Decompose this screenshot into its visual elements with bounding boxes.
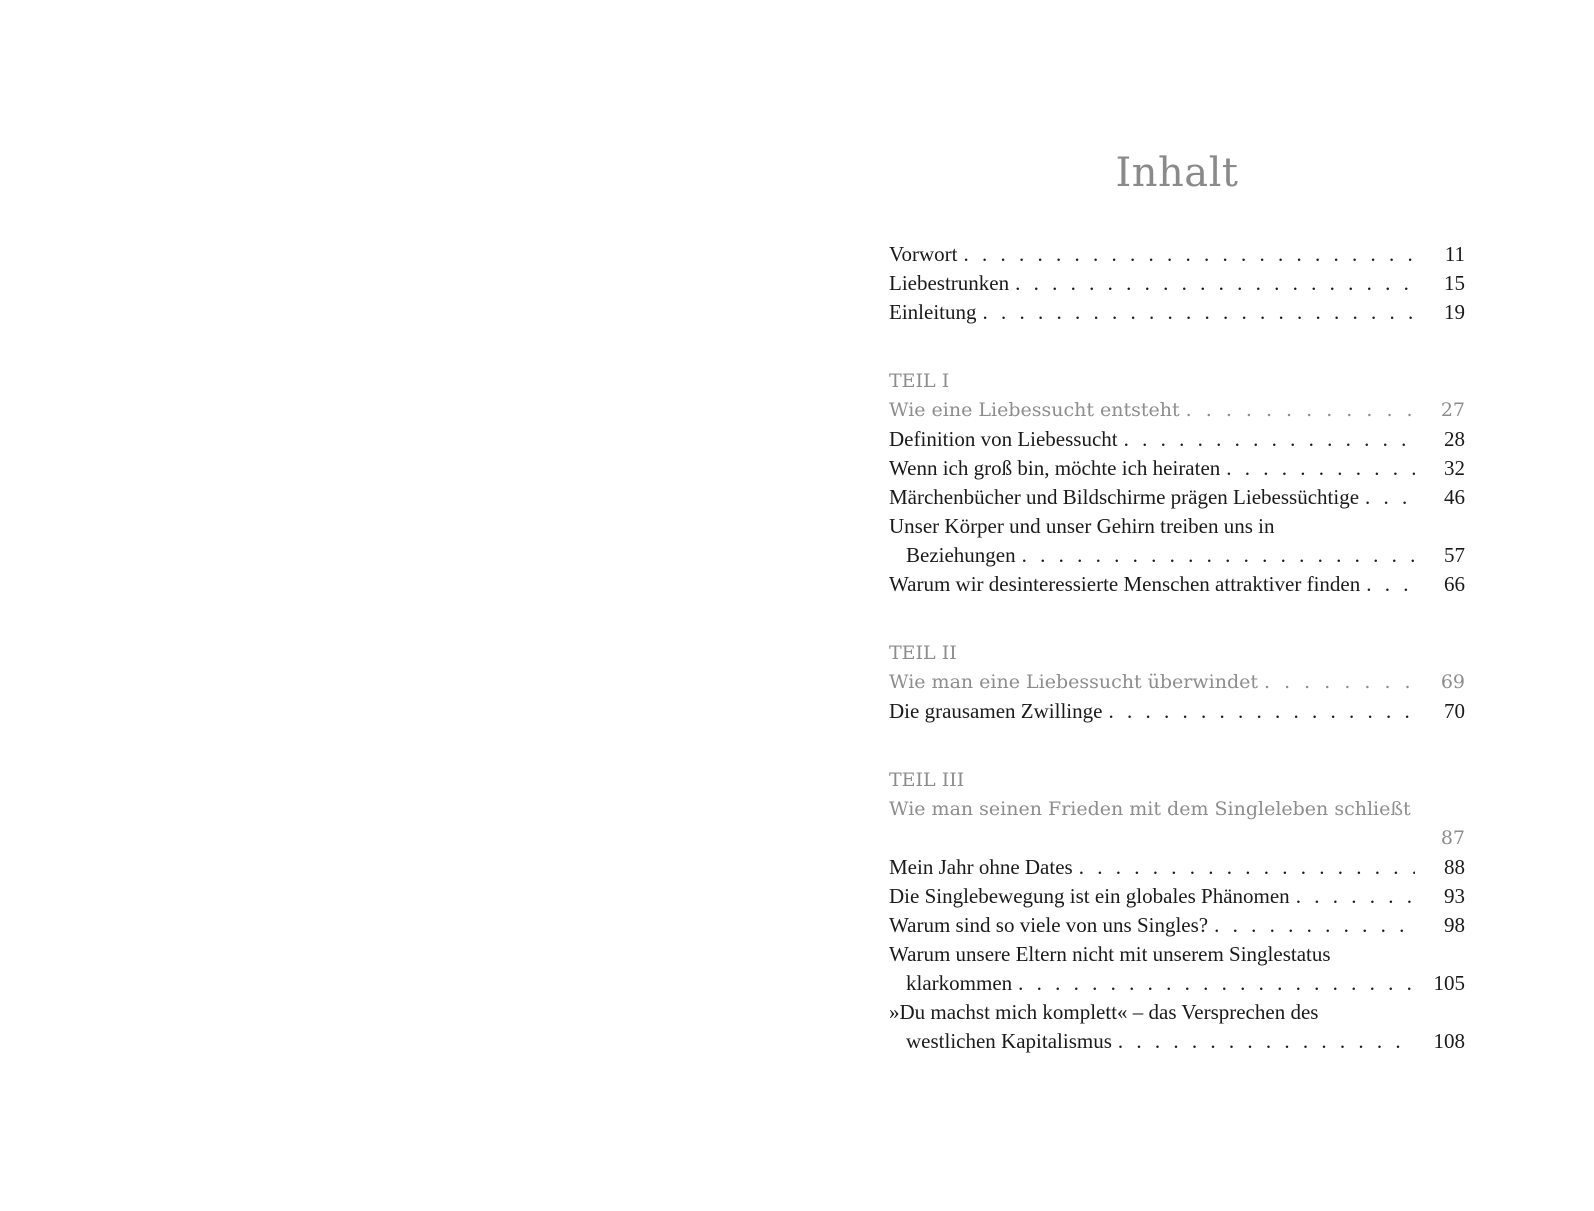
toc-entry-label: Die Singlebewegung ist ein globales Phänomen (889, 884, 1290, 908)
toc-entry[interactable] (889, 911, 1465, 940)
toc-entry[interactable] (889, 425, 1465, 454)
toc-entry-multiline[interactable] (889, 512, 1465, 570)
leader-dots (1296, 882, 1415, 911)
toc-entry-page: 108 (1433, 1029, 1465, 1053)
toc-entry-page: 32 (1444, 456, 1465, 480)
toc-entry-page: 46 (1444, 485, 1465, 509)
leader-dots (963, 240, 1415, 269)
toc-entry-liebestrunken[interactable] (889, 269, 1465, 298)
toc-entry-label: Warum wir desinteressierte Menschen attraktiver finden (889, 572, 1361, 596)
toc-entry-page: 28 (1444, 427, 1465, 451)
part-1-label: TEIL I (889, 370, 950, 392)
toc-entry-label-line2: Beziehungen (906, 543, 1016, 567)
toc-entry-page: 70 (1444, 699, 1465, 723)
part-title: Wie man seinen Frieden mit dem Singleleben schließt (889, 798, 1411, 820)
page-title: Inhalt (1115, 150, 1239, 196)
toc-entry-page: 93 (1444, 884, 1465, 908)
leader-dots (1186, 396, 1415, 425)
toc-entry[interactable] (889, 882, 1465, 911)
leader-dots (1264, 668, 1415, 697)
leader-dots (1214, 911, 1415, 940)
toc-entry-multiline[interactable] (889, 940, 1465, 998)
leader-dots (1015, 269, 1415, 298)
toc-entry-label-line1: Unser Körper und unser Gehirn treiben uns in (889, 514, 1275, 538)
toc-entry[interactable] (889, 570, 1465, 599)
toc-entry-page: 66 (1444, 572, 1465, 596)
toc-entry-label: Definition von Liebessucht (889, 427, 1118, 451)
toc-entry-label-line2: westlichen Kapitalismus (906, 1029, 1112, 1053)
toc-entry-label-line2: klarkommen (906, 971, 1013, 995)
leader-dots (1366, 570, 1415, 599)
leader-dots (1365, 483, 1415, 512)
part-page: 27 (1440, 399, 1465, 421)
toc-entry-page: 19 (1444, 300, 1465, 324)
leader-dots (1018, 969, 1415, 998)
leader-dots (1124, 425, 1415, 454)
toc-entry-page: 98 (1444, 913, 1465, 937)
toc-entry-label: Mein Jahr ohne Dates (889, 855, 1073, 879)
toc-entry-page: 15 (1444, 271, 1465, 295)
toc-entry[interactable] (889, 483, 1465, 512)
toc-entry-page: 105 (1433, 971, 1465, 995)
part-title: Wie eine Liebessucht entsteht (889, 399, 1180, 421)
toc-entry-page: 11 (1444, 242, 1465, 266)
part-3-label: TEIL III (889, 769, 965, 791)
part-2-title-entry[interactable] (889, 668, 1465, 697)
toc-entry[interactable] (889, 697, 1465, 726)
leader-dots (1118, 1027, 1415, 1056)
part-3-title-entry[interactable] (889, 795, 1465, 853)
toc-entry-page: 57 (1444, 543, 1465, 567)
leader-dots (1226, 454, 1415, 483)
toc-entry-vorwort[interactable] (889, 240, 1465, 269)
part-1-title-entry[interactable] (889, 396, 1465, 425)
toc-page (889, 0, 1465, 1211)
part-2-label: TEIL II (889, 642, 957, 664)
leader-dots (1022, 541, 1415, 570)
toc-entry[interactable] (889, 454, 1465, 483)
toc-entry-multiline[interactable] (889, 998, 1465, 1056)
toc-body (889, 240, 1465, 1056)
toc-entry-label: Einleitung (889, 300, 977, 324)
leader-dots (983, 298, 1416, 327)
toc-entry-einleitung[interactable] (889, 298, 1465, 327)
part-page: 69 (1440, 671, 1465, 693)
leader-dots (1079, 853, 1415, 882)
toc-entry-label: Wenn ich groß bin, möchte ich heiraten (889, 456, 1221, 480)
leader-dots (1108, 697, 1415, 726)
part-page: 87 (1440, 827, 1465, 849)
toc-entry-label: Die grausamen Zwillinge (889, 699, 1103, 723)
toc-entry-label-line1: Warum unsere Eltern nicht mit unserem Singlestatus (889, 942, 1331, 966)
toc-entry-label: Märchenbücher und Bildschirme prägen Liebessüchtige (889, 485, 1360, 509)
toc-entry-label: Liebestrunken (889, 271, 1010, 295)
toc-entry-label-line1: »Du machst mich komplett« – das Versprechen des (889, 1000, 1319, 1024)
toc-entry-label: Warum sind so viele von uns Singles? (889, 913, 1209, 937)
part-title: Wie man eine Liebessucht überwindet (889, 671, 1258, 693)
toc-entry-page: 88 (1444, 855, 1465, 879)
toc-entry[interactable] (889, 853, 1465, 882)
toc-entry-label: Vorwort (889, 242, 958, 266)
